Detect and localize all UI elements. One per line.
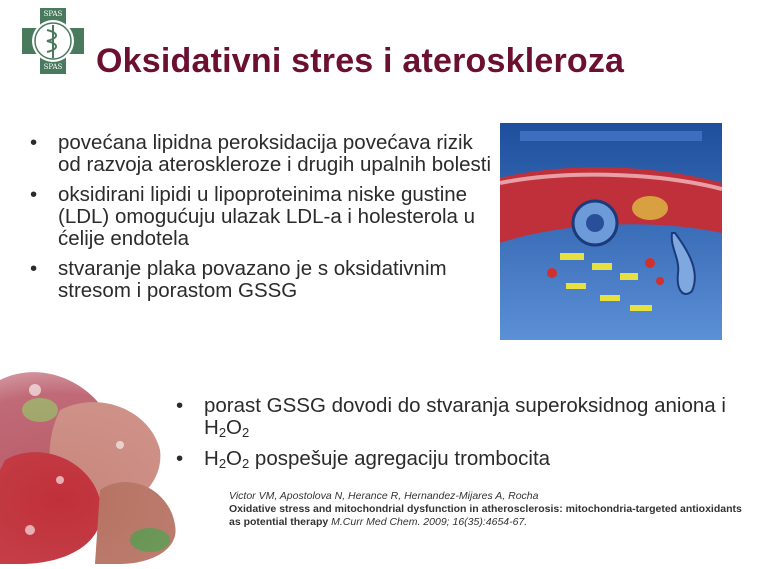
list-item — [30, 132, 500, 176]
bullet-text: povećana lipidna peroksidacija povećava rizik od razvoja ateroskleroze i drugih upalnih bolesti — [58, 131, 492, 176]
bullet-marker: • — [30, 183, 38, 206]
bullet-list-2 — [176, 395, 756, 479]
bullet-text: stvaranje plaka povazano je s oksidativnim stresom i porastom GSSG — [58, 257, 447, 302]
bullet-marker: • — [30, 131, 38, 154]
spas-logo — [22, 8, 84, 74]
page-title: Oksidativni stres i ateroskleroza — [96, 42, 625, 80]
list-item — [176, 448, 756, 470]
reference-journal: M.Curr Med Chem. 2009; 16(35):4654-67. — [328, 516, 528, 528]
logo-top-text: SPAS — [43, 10, 63, 18]
logo-bottom-text: SPAS — [43, 63, 63, 71]
bullet-text: oksidirani lipidi u lipoproteinima niske gustine (LDL) omogućuju ulazak LDL-a i holesterola u ćelije endotela — [58, 183, 476, 250]
list-item — [30, 184, 500, 250]
reference-title: Oxidative stress and mitochondrial dysfunction in atherosclerosis: mitochondria-targeted antioxidants as potential therapy — [229, 503, 742, 528]
bullet-list — [30, 132, 500, 310]
bullet-text: porast GSSG dovodi do stvaranja superoksidnog aniona i $H_2O_2$ — [204, 394, 726, 440]
bullet-text: $H_2O_2$ pospešuje agregaciju trombocita — [204, 447, 551, 471]
reference-authors: Victor VM, Apostolova N, Herance R, Hernandez-Mijares A, Rocha — [229, 490, 539, 502]
list-item — [176, 395, 756, 439]
bullet-marker: • — [30, 257, 38, 280]
list-item — [30, 258, 500, 302]
reference-body — [229, 503, 749, 529]
reference-citation — [229, 490, 749, 529]
atherosclerosis-illustration — [500, 123, 722, 340]
bullet-marker: • — [176, 447, 184, 470]
bullet-marker: • — [176, 394, 184, 417]
